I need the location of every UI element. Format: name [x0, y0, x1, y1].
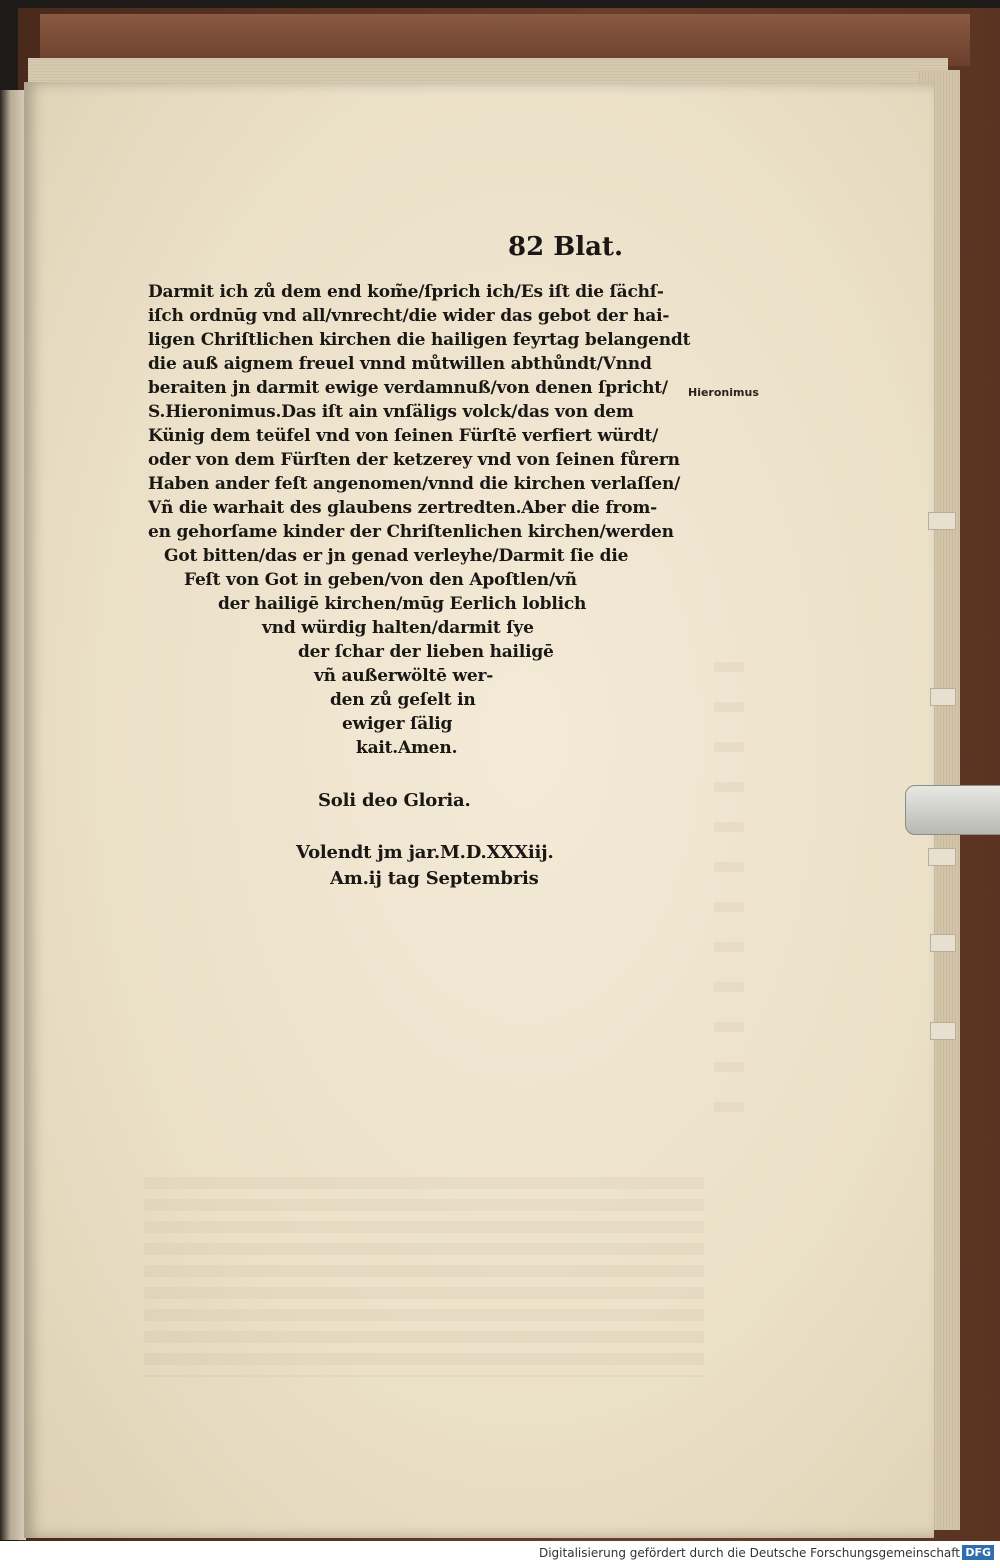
closing-formula: Soli deo Gloria.	[318, 790, 471, 811]
body-line: beraiten jn darmit ewige verdamnuß/von denen ſpricht/	[148, 378, 668, 398]
bleed-through-margin	[714, 662, 744, 1112]
margin-note: Hieronimus	[688, 386, 759, 399]
colophon-line: Am.ij tag Septembris	[330, 868, 539, 889]
body-line: vñ außerwöltē wer-	[314, 666, 494, 686]
fore-edge-tab	[930, 688, 956, 706]
fore-edge-tab	[930, 1022, 956, 1040]
body-line: Vñ die warhait des glaubens zertredten.Aber die from-	[148, 498, 658, 518]
bleed-through-text	[144, 1177, 704, 1377]
fore-edge-tab	[928, 512, 956, 530]
body-line: ligen Chriſtlichen kirchen die hailigen feyrtag belangendt	[148, 330, 691, 350]
folio-number: 82 Blat.	[508, 232, 623, 262]
body-line: oder von dem Fürſten der ketzerey vnd von ſeinen fůrern	[148, 450, 680, 470]
body-line: der hailigē kirchen/mūg Eerlich loblich	[218, 594, 587, 614]
footer-bar	[0, 1541, 1000, 1568]
fore-edge-tab	[928, 848, 956, 866]
dfg-logo: DFG	[962, 1545, 994, 1560]
body-line: Künig dem teüfel vnd von ſeinen Fürſtē verfiert würdt/	[148, 426, 659, 446]
body-line: S.Hieronimus.Das iſt ain vnſäligs volck/das von dem	[148, 402, 634, 422]
body-line: Feſt von Got in geben/von den Apoſtlen/vñ	[184, 570, 577, 590]
body-line: iſch ordnūg vnd all/vnrecht/die wider das gebot der hai-	[148, 306, 670, 326]
colophon-line: Volendt jm jar.M.D.XXXiij.	[296, 842, 554, 863]
funding-credit: Digitalisierung gefördert durch die Deutsche Forschungsgemeinschaft	[538, 1546, 960, 1560]
body-line: vnd würdig halten/darmit ſye	[262, 618, 534, 638]
body-line: Darmit ich zů dem end kom̃e/ſprich ich/Es iſt die ſächſ-	[148, 282, 664, 302]
book-clamp	[905, 785, 1000, 835]
body-line: Got bitten/das er jn genad verleyhe/Darmit ſie die	[164, 546, 629, 566]
body-line: ewiger ſälig	[342, 714, 453, 734]
body-line: die auß aignem freuel vnnd můtwillen abthůndt/Vnnd	[148, 354, 652, 374]
body-line: der ſchar der lieben hailigē	[298, 642, 554, 662]
body-line: en gehorſame kinder der Chriſtenlichen kirchen/werden	[148, 522, 674, 542]
left-page-edge	[0, 90, 26, 1540]
body-line: Haben ander feſt angenomen/vnnd die kirchen verlaſſen/	[148, 474, 681, 494]
body-line: kait.Amen.	[356, 738, 458, 758]
body-line: den zů geſelt in	[330, 690, 476, 710]
fore-edge-tab	[930, 934, 956, 952]
